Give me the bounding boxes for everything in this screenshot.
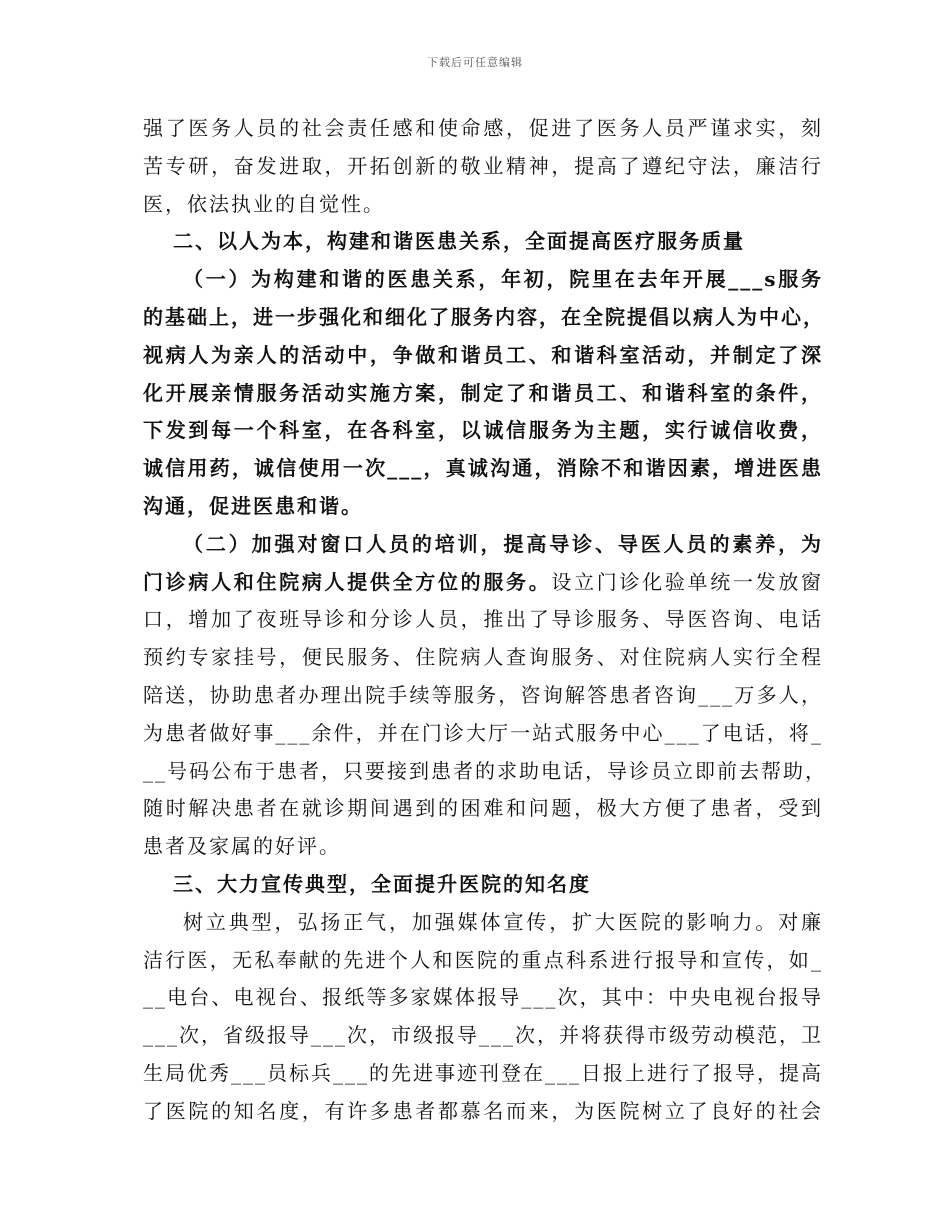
body-line: 预约专家挂号，便民服务、住院病人查询服务、对住院病人实行全程 xyxy=(143,645,823,670)
document-body xyxy=(143,110,827,1131)
body-line: 生局优秀___员标兵___的先进事迹刊登在___日报上进行了报导，提高 xyxy=(143,1060,823,1085)
body-line: 的基础上，进一步强化和细化了服务内容，在全院提倡以病人为中心， xyxy=(143,304,825,329)
body-line: 为患者做好事___余件，并在门诊大厅一站式服务中心___了电话，将_ xyxy=(143,720,823,745)
body-line: 下发到每一个科室，在各科室，以诚信服务为主题，实行诚信收费， xyxy=(143,418,823,443)
body-line: （一）为构建和谐的医患关系，年初，院里在去年开展___s服务 xyxy=(183,267,823,292)
section-heading: 二、以人为本，构建和谐医患关系，全面提高医疗服务质量 xyxy=(173,229,745,254)
body-line: （二）加强对窗口人员的培训，提高导诊、导医人员的素养，为 xyxy=(183,531,823,556)
body-line: 陪送，协助患者办理出院手续等服务，咨询解答患者咨询___万多人， xyxy=(143,682,823,707)
body-line: 化开展亲情服务活动实施方案，制定了和谐员工、和谐科室的条件， xyxy=(143,380,823,405)
body-line: 树立典型，弘扬正气，加强媒体宣传，扩大医院的影响力。对廉 xyxy=(183,909,823,934)
body-line: 沟通，促进医患和谐。 xyxy=(143,493,363,518)
body-line: 患者及家属的好评。 xyxy=(143,834,341,859)
body-line: 医，依法执业的自觉性。 xyxy=(143,191,385,216)
body-line: 苦专研，奋发进取，开拓创新的敬业精神，提高了遵纪守法，廉洁行 xyxy=(143,153,823,178)
body-line: __号码公布于患者，只要接到患者的求助电话，导诊员立即前去帮助， xyxy=(143,758,827,783)
body-line: 随时解决患者在就诊期间遇到的困难和问题，极大方便了患者，受到 xyxy=(143,796,823,821)
section-heading: 三、大力宣传典型，全面提升医院的知名度 xyxy=(173,871,591,896)
body-line: 强了医务人员的社会责任感和使命感，促进了医务人员严谨求实，刻 xyxy=(143,116,823,140)
body-phrase: 设立门诊化验单统一发放窗 xyxy=(551,569,824,594)
body-line: 视病人为亲人的活动中，争做和谐员工、和谐科室活动，并制定了深 xyxy=(143,342,823,367)
body-line xyxy=(143,564,823,602)
bold-phrase: 门诊病人和住院病人提供全方位的服务。 xyxy=(143,569,552,594)
body-line: 了医院的知名度，有许多患者都慕名而来，为医院树立了良好的社会 xyxy=(143,1098,823,1123)
body-line: __电台、电视台、报纸等多家媒体报导___次，其中：中央电视台报导 xyxy=(143,985,823,1010)
body-line: 口，增加了夜班导诊和分诊人员，推出了导诊服务、导医咨询、电话 xyxy=(143,607,823,632)
body-line: 诚信用药，诚信使用一次___，真诚沟通，消除不和谐因素，增进医患 xyxy=(143,456,823,481)
body-line: ___次，省级报导___次，市级报导___次，并将获得市级劳动模范，卫 xyxy=(143,1023,823,1048)
page-header: 下载后可任意编辑 xyxy=(427,56,523,69)
body-line: 洁行医，无私奉献的先进个人和医院的重点科系进行报导和宣传，如_ xyxy=(143,947,823,972)
